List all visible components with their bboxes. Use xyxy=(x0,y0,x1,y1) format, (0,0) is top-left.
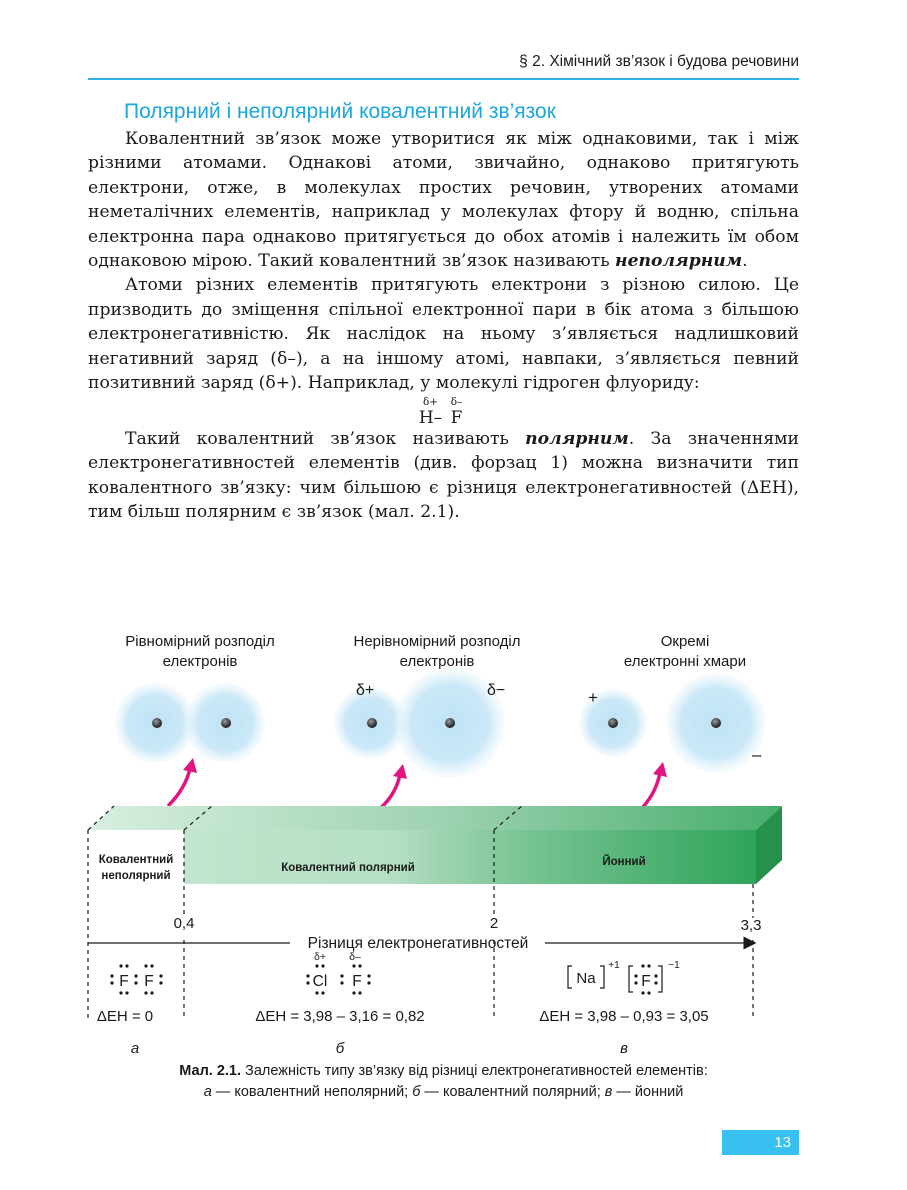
paragraph-1-end: . xyxy=(742,251,748,272)
charge-b-left: δ+ xyxy=(356,682,375,699)
lewis-b-dplus: δ+ xyxy=(314,951,326,963)
atom-b-right xyxy=(445,718,455,728)
pink-arrow-a xyxy=(168,758,197,806)
bracket-f-right xyxy=(658,966,662,992)
paragraph-1-text: Ковалентний зв’язок може утворитися як між однаковими, так і між різними атомами. Однакові атоми, звичайно, однаково притягують електрони, отже, в молекулах простих речовин, утворених атомами неметалічних елементів, наприклад у молекулах фтору й водню, спільна електронна пара однаково притягується до обох атомів і належить їм обом однаковою мірою. Такий ковалентний зв’язок називають xyxy=(88,129,799,272)
heading-c-line2: електронні хмари xyxy=(623,653,747,670)
letter-c: в xyxy=(620,1040,628,1057)
figure-caption xyxy=(88,1061,799,1103)
lewis-a-dots xyxy=(110,964,162,994)
hf-formula xyxy=(88,397,799,427)
charge-b-right: δ− xyxy=(487,682,506,699)
atom-b-left xyxy=(367,718,377,728)
page-number: 13 xyxy=(722,1130,799,1155)
pink-arrow-b xyxy=(376,764,407,812)
letter-b: б xyxy=(335,1040,345,1057)
bar-label-nonpolar-1: Ковалентний xyxy=(98,854,174,866)
bar-front xyxy=(88,830,756,884)
caption-line1-text: Залежність типу зв’язку від різниці електронегативностей елементів: xyxy=(241,1063,708,1079)
heading-a-line1: Рівномірний розподіл xyxy=(125,633,275,650)
bracket-f-left xyxy=(629,966,633,992)
heading-b-line2: електронів xyxy=(399,653,475,670)
lewis-b-dminus: δ– xyxy=(349,951,361,963)
lewis-c-na: Na xyxy=(576,970,596,987)
caption-b-text: — ковалентний полярний; xyxy=(420,1084,605,1100)
lewis-c-f-charge: −1 xyxy=(668,960,680,971)
paragraph-3 xyxy=(88,427,799,525)
lewis-c xyxy=(568,960,680,995)
tick-label-0-4: 0,4 xyxy=(173,915,195,932)
caption-label: Мал. 2.1. xyxy=(179,1063,242,1079)
lewis-c-na-charge: +1 xyxy=(608,960,620,971)
formula-h: H– xyxy=(418,407,443,428)
lewis-c-f: F xyxy=(641,973,651,990)
term-polar: полярним xyxy=(525,428,629,449)
bar-label-nonpolar-2: неполярний xyxy=(101,870,171,882)
paragraph-3-text: Такий ковалентний зв’язок називають xyxy=(125,428,526,449)
paragraph-3-end: . За значеннями електронегативностей елементів (див. форзац 1) можна визначити тип ковалентного зв’язку: чим більшою є різниця електронегативностей (ΔЕН), тим більш полярним є зв’язок (мал. 2.1). xyxy=(88,428,799,523)
body-text xyxy=(88,127,799,525)
figure-graphic xyxy=(0,600,907,1057)
bracket-na-right xyxy=(600,966,604,988)
figure-2-1 xyxy=(0,600,907,1057)
charge-c-right: – xyxy=(752,745,762,764)
lewis-b-cl: Cl xyxy=(312,973,328,990)
paragraph-2: Атоми різних елементів притягують електрони з різною силою. Це призводить до зміщення спільної електронної пари в бік атома з більшою електронегативністю. Як наслідок на ньому з’являється надлишковий негативний заряд (δ–), а на іншому атомі, навпаки, з’являється певний позитивний заряд (δ+). Наприклад, у молекулі гідроген флуориду: xyxy=(88,275,799,394)
term-nonpolar: неполярним xyxy=(615,251,743,272)
tick-label-3-3: 3,3 xyxy=(740,917,762,934)
formula-charge-f: δ– xyxy=(450,396,463,409)
atom-c-left xyxy=(608,718,618,728)
atom-a-right xyxy=(221,718,231,728)
equation-b: ΔЕН = 3,98 – 3,16 = 0,82 xyxy=(255,1008,425,1025)
lewis-b xyxy=(306,951,370,995)
bar-top xyxy=(88,806,782,830)
lewis-a xyxy=(110,964,162,994)
header-rule xyxy=(88,78,799,80)
caption-c-text: — йонний xyxy=(612,1084,684,1100)
equation-a: ΔЕН = 0 xyxy=(96,1008,154,1025)
heading-a-line2: електронів xyxy=(162,653,238,670)
tick-label-2: 2 xyxy=(489,915,499,932)
formula-charge-h: δ+ xyxy=(422,396,439,409)
heading-c-line1: Окремі xyxy=(660,633,710,650)
caption-line-1 xyxy=(88,1061,799,1082)
caption-line-2 xyxy=(88,1082,799,1103)
caption-a-text: — ковалентний неполярний; xyxy=(211,1084,413,1100)
bar-label-ionic: Йонний xyxy=(602,856,646,868)
bracket-na-left xyxy=(568,966,572,988)
bar-label-polar: Ковалентний полярний xyxy=(281,862,415,874)
running-header: § 2. Хімічний зв’язок і будова речовини xyxy=(519,53,799,70)
lewis-a-f1: F xyxy=(119,973,129,990)
paragraph-1 xyxy=(88,127,799,273)
caption-c-letter: в xyxy=(604,1084,613,1100)
caption-a-letter: а xyxy=(203,1084,212,1100)
caption-b-letter: б xyxy=(412,1084,421,1100)
heading-b-line1: Нерівномірний розподіл xyxy=(353,633,521,650)
atom-c-right xyxy=(711,718,721,728)
atom-a-left xyxy=(152,718,162,728)
formula-f: F xyxy=(450,407,463,428)
axis-label: Різниця електронегативностей xyxy=(307,935,529,952)
lewis-b-f: F xyxy=(352,973,362,990)
equation-c: ΔЕН = 3,98 – 0,93 = 3,05 xyxy=(539,1008,709,1025)
letter-a: а xyxy=(130,1040,140,1057)
charge-c-left: + xyxy=(588,688,598,707)
lewis-a-f2: F xyxy=(144,973,154,990)
section-title: Полярний і неполярний ковалентний зв’язок xyxy=(124,100,556,123)
